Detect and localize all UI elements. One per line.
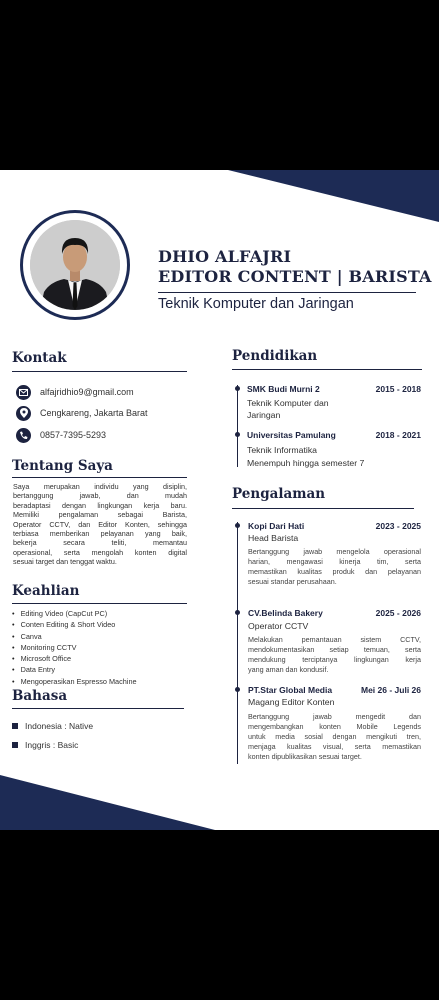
experience-company: CV.Belinda Bakery — [248, 608, 323, 618]
description-line: yang aman dan kondusif. — [248, 665, 329, 674]
description-line: konten dipublikasikan sesuai target. — [248, 752, 362, 761]
experience-company: Kopi Dari Hati — [248, 521, 305, 531]
description-line: mendokumentasikan setiap temuan, serta — [248, 645, 421, 654]
experience-company: PT.Star Global Media — [248, 685, 333, 695]
square-bullet-icon — [12, 723, 18, 729]
phone-icon — [16, 428, 31, 443]
description-line: Bertanggung jawab mengedit dan — [248, 712, 421, 721]
education-heading: Pendidikan — [232, 348, 318, 364]
experience-description — [248, 547, 421, 587]
experience-position: Magang Editor Konten — [248, 697, 335, 707]
education-detail: Teknik Informatika — [247, 445, 318, 455]
timeline-dot — [235, 386, 240, 391]
language-item — [12, 721, 93, 731]
contact-email[interactable] — [16, 384, 134, 400]
skills-list — [12, 608, 137, 687]
about-line: bertanggung jawab, dan mudah — [13, 491, 187, 501]
description-line: untuk media sosial dengan mengikuti tren, — [248, 732, 421, 741]
experience-position: Operator CCTV — [248, 621, 309, 631]
about-line: Saya merupakan individu yang disiplin, — [13, 482, 187, 491]
education-years: 2015 - 2018 — [375, 384, 421, 394]
email-icon — [16, 385, 31, 400]
about-line: Operator CCTV, dan Editor Konten, sehingga — [13, 519, 187, 529]
profile-photo — [30, 220, 120, 310]
language-text: Inggris : Basic — [25, 740, 79, 750]
skill-item: • Canva — [12, 631, 137, 642]
timeline-dot — [235, 610, 240, 615]
experience-position: Head Barista — [248, 533, 299, 543]
experience-description — [248, 635, 421, 675]
contact-heading: Kontak — [12, 350, 67, 366]
skill-item: • Editing Video (CapCut PC) — [12, 608, 137, 619]
about-line: bekerja secara teliti, memantau — [13, 538, 187, 548]
skill-item: • Mengoperasikan Espresso Machine — [12, 676, 137, 687]
experience-divider — [232, 508, 414, 509]
location-pin-icon — [16, 406, 31, 421]
language-text: Indonesia : Native — [25, 721, 94, 731]
about-line: beradaptasi dengan lingkungan kerja baru. — [13, 500, 187, 510]
education-timeline — [237, 385, 238, 467]
languages-divider — [12, 708, 184, 709]
description-line: mengembangkan konten Mobile Legends — [248, 722, 421, 731]
education-years: 2018 - 2021 — [375, 430, 421, 440]
experience-timeline — [237, 522, 238, 764]
experience-years: 2025 - 2026 — [375, 608, 421, 618]
about-line: sesuai target dan tenggat waktu. — [13, 557, 117, 567]
description-line: Melakukan pemantauan sistem CCTV, — [248, 635, 421, 644]
timeline-dot — [235, 687, 240, 692]
experience-years: Mei 26 - Juli 26 — [361, 685, 421, 695]
education-divider — [232, 369, 422, 370]
experience-heading: Pengalaman — [232, 486, 326, 502]
candidate-field: Teknik Komputer dan Jaringan — [158, 296, 354, 312]
skill-item: • Conten Editing & Short Video — [12, 619, 137, 630]
skill-item: • Data Entry — [12, 664, 137, 675]
about-text — [13, 482, 187, 567]
education-school: SMK Budi Murni 2 — [247, 384, 320, 394]
language-item — [12, 740, 78, 750]
candidate-name: DHIO ALFAJRI — [158, 247, 292, 266]
header-divider — [158, 292, 416, 293]
profile-photo-frame — [20, 210, 130, 320]
skill-item: • Microsoft Office — [12, 653, 137, 664]
phone-text: 0857-7395-5293 — [40, 430, 107, 440]
address-text: Cengkareng, Jakarta Barat — [40, 408, 148, 418]
description-line: menjaga kualitas visual, serta memastikan — [248, 742, 421, 751]
description-line: harian, mengawasi kinerja tim, serta — [248, 557, 421, 566]
description-line: mendukung terciptanya lingkungan kerja — [248, 655, 421, 664]
contact-address — [16, 405, 148, 421]
about-line: terbiasa memberikan pelayanan yang baik, — [13, 529, 187, 539]
about-divider — [12, 477, 187, 478]
about-line: Memiliki pengalaman sebagai Barista, — [13, 510, 187, 520]
timeline-dot — [235, 432, 240, 437]
email-text: alfajridhio9@gmail.com — [40, 387, 134, 397]
skill-item: • Monitoring CCTV — [12, 642, 137, 653]
description-line: Bertanggung jawab mengelola operasional — [248, 547, 421, 556]
education-detail: Teknik Komputer dan — [247, 398, 329, 408]
education-detail: Jaringan — [247, 410, 281, 420]
about-line: operasional, serta mengolah konten digital — [13, 547, 187, 557]
candidate-role: EDITOR CONTENT | BARISTA — [158, 267, 432, 286]
education-school: Universitas Pamulang — [247, 430, 336, 440]
contact-divider — [12, 371, 187, 372]
experience-description — [248, 712, 421, 762]
skills-divider — [12, 603, 187, 604]
description-line: memastikan kualitas produk dan pelayanan — [248, 567, 421, 576]
timeline-dot — [235, 523, 240, 528]
description-line: sesuai standar perusahaan. — [248, 577, 337, 586]
resume-page — [0, 170, 439, 830]
skills-heading: Keahlian — [12, 583, 80, 599]
education-detail: Menempuh hingga semester 7 — [247, 458, 365, 468]
languages-heading: Bahasa — [12, 688, 68, 704]
contact-phone[interactable] — [16, 427, 106, 443]
about-heading: Tentang Saya — [12, 458, 113, 474]
square-bullet-icon — [12, 742, 18, 748]
experience-years: 2023 - 2025 — [375, 521, 421, 531]
